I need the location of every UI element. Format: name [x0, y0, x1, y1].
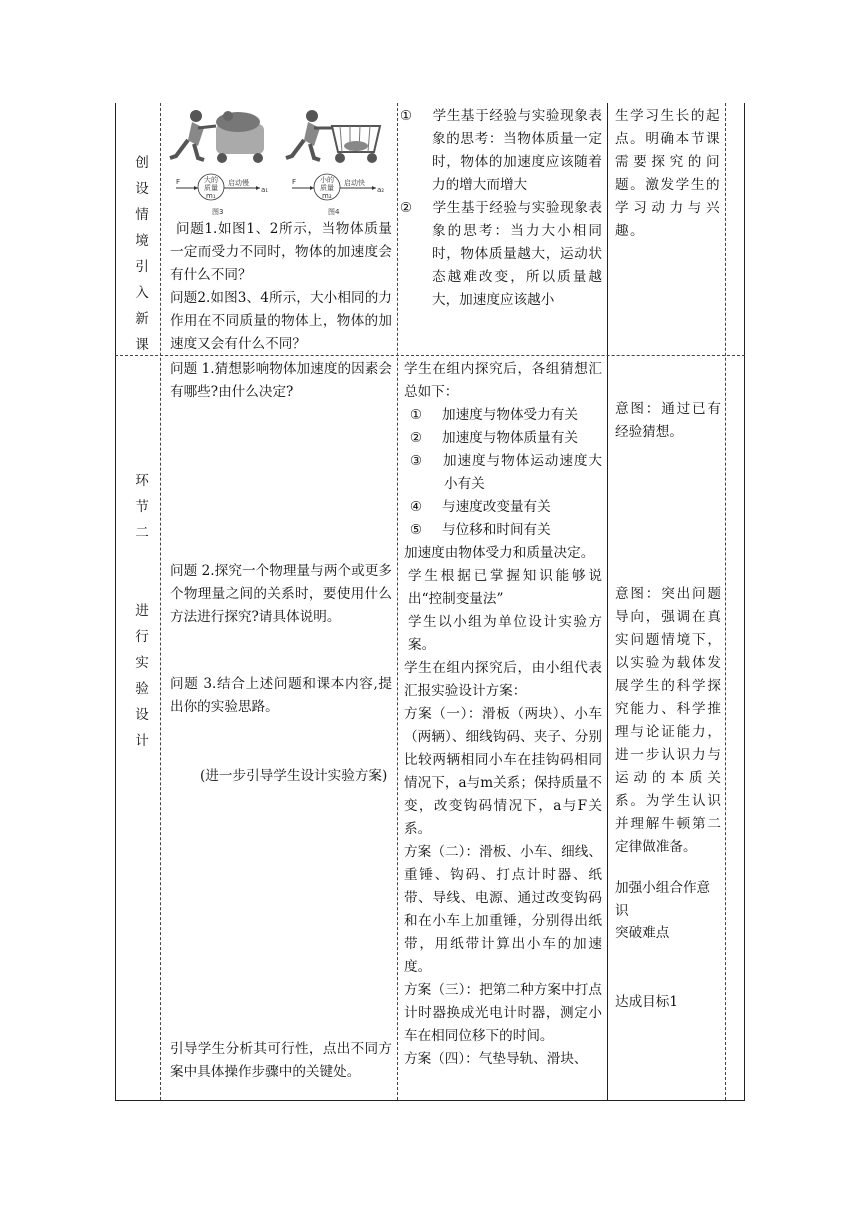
list-item: 加速度与物体运动速度大小有关	[442, 453, 602, 492]
stage-char: 入	[135, 285, 149, 301]
table-border-left	[115, 103, 116, 1100]
figure-4-illustration	[284, 106, 388, 218]
mass-box-text: 小的	[320, 176, 334, 184]
plan-4: 方案（四）：气垫导轨、滑块、	[404, 1051, 588, 1067]
design-intent-2: 意图：突出问题导向，强调在真实问题情境下，以实验为载体发展学生的科学探究能力、科学推理与论证能力，进一步认识力与运动的本质关系。为学生认识并理解牛顿第二定律做准备。	[615, 586, 721, 855]
list-number: ①	[409, 407, 423, 423]
mass-symbol: m₁	[206, 192, 216, 200]
question-1: 问题1.如图1、2所示，当物体质量一定而受力不同时，物体的加速度会有什么不同？	[170, 221, 392, 283]
plan-1: 方案（一）：滑板（两块）、小车（两辆）、细线钩码、夹子、分别比较两辆相同小车在挂钩码相同情况下，a与m关系；保持质量不变，改变钩码情况下，a与F关系。	[404, 706, 602, 837]
design-intent-1: 意图：通过已有经验猜想。	[615, 401, 721, 440]
list-item: 与位移和时间有关	[442, 522, 551, 538]
design-intent-intro: 生学习生长的起点。明确本节课需要探究的问题。激发学生的学习动力与兴趣。	[615, 108, 721, 239]
student-activity-part2	[404, 358, 602, 1071]
mass-box-text: 质量	[204, 184, 218, 192]
column-divider	[725, 103, 726, 1100]
design-task: 学生以小组为单位设计实验方案。	[408, 614, 602, 653]
figure-caption: 图3	[212, 208, 224, 216]
teacher-note: (进一步引导学生设计实验方案)	[200, 768, 388, 784]
teacher-question-3: 问题 3.结合上述问题和课本内容,提出你的实验思路。	[170, 676, 392, 715]
student-thought: 学生基于经验与实验现象表象的思考：当力大小相同时，物体质量越大，运动状态越难改变，所以质量越大，加速度应该越小	[432, 200, 602, 308]
stage-char: 情	[135, 207, 149, 223]
stage-char: 设	[135, 181, 149, 197]
list-number: ⑤	[409, 522, 423, 538]
list-item: 加速度与物体质量有关	[442, 430, 578, 446]
plan-3: 方案（三）：把第二种方案中打点计时器换成光电计时器，测定小车在相同位移下的时间。	[404, 982, 602, 1044]
report-intro: 学生在组内探究后，由小组代表汇报实验设计方案：	[404, 660, 602, 699]
mass-box-text: 质量	[320, 184, 334, 192]
list-number: ①	[399, 108, 413, 124]
arrow-label: 启动慢	[228, 179, 249, 187]
stage-char: 环	[135, 473, 149, 489]
figure-caption: 图4	[328, 208, 340, 216]
design-intent-5: 达成目标1	[615, 994, 679, 1010]
question-2: 问题2.如图3、4所示，大小相同的力作用在不同质量的物体上，物体的加速度又会有什么不同？	[170, 290, 392, 352]
student-activity-intro	[399, 105, 602, 312]
mass-box-text: 大的	[204, 176, 218, 184]
table-border-right	[744, 103, 745, 1100]
force-label: F	[292, 178, 297, 186]
arrow-label: 启动快	[344, 179, 365, 187]
stage-char: 境	[135, 233, 149, 249]
stage-char: 实	[135, 655, 149, 671]
plan-2: 方案（二）：滑板、小车、细线、重锤、钩码、打点计时器、纸带、导线、电源、通过改变钩码和在小车上加重锤，分别得出纸带，用纸带计算出小车的加速度。	[404, 844, 602, 975]
student-intro: 学生在组内探究后，各组猜想汇总如下：	[404, 361, 602, 400]
stage-char: 引	[135, 259, 149, 275]
list-item: 加速度与物体受力有关	[442, 407, 578, 423]
stage-char: 行	[135, 629, 149, 645]
table-border-bottom	[115, 1100, 745, 1101]
list-number: ②	[409, 430, 423, 446]
stage-char: 设	[135, 707, 149, 723]
column-divider	[160, 103, 161, 1100]
figure-3-illustration	[168, 106, 272, 218]
accel-symbol: a₂	[377, 186, 385, 194]
list-number: ②	[399, 200, 413, 216]
accel-symbol: a₁	[261, 186, 269, 194]
design-intent-4: 突破难点	[615, 925, 670, 941]
stage-label-part2	[129, 468, 155, 546]
list-number: ③	[409, 453, 423, 469]
teacher-question-2: 问题 2.探究一个物理量与两个或更多个物理量之间的关系时，要使用什么方法进行探究?请具体说明。	[170, 563, 392, 625]
guess-list	[404, 404, 602, 542]
design-intent-3: 加强小组合作意识	[615, 880, 711, 919]
teacher-activity-intro	[170, 218, 392, 356]
stage-char: 课	[135, 337, 149, 353]
stage-char: 进	[135, 603, 149, 619]
list-item: 与速度改变量有关	[442, 499, 551, 515]
teacher-question-1: 问题 1.猜想影响物体加速度的因素会有哪些?由什么决定?	[170, 361, 392, 400]
stage-label-experiment-design	[129, 598, 155, 754]
method-answer: 学生根据已掌握知识能够说出“控制变量法”	[408, 568, 602, 607]
stage-char: 二	[135, 525, 149, 541]
column-divider	[607, 103, 608, 1100]
stage-char: 创	[135, 155, 149, 171]
mass-symbol: m₂	[322, 192, 332, 200]
stage-char: 计	[135, 733, 149, 749]
list-number: ④	[409, 499, 423, 515]
stage-char: 验	[135, 681, 149, 697]
stage-char: 节	[135, 499, 149, 515]
student-thought: 学生基于经验与实验现象表象的思考：当物体质量一定时，物体的加速度应该随着力的增大而增大	[432, 108, 602, 193]
guess-conclusion: 加速度由物体受力和质量决定。	[404, 545, 595, 561]
stage-label-intro	[129, 150, 155, 358]
stage-char: 新	[135, 311, 149, 327]
teacher-guide: 引导学生分析其可行性，点出不同方案中具体操作步骤中的关键处。	[170, 1041, 392, 1080]
column-divider	[397, 103, 398, 1100]
force-label: F	[176, 178, 181, 186]
